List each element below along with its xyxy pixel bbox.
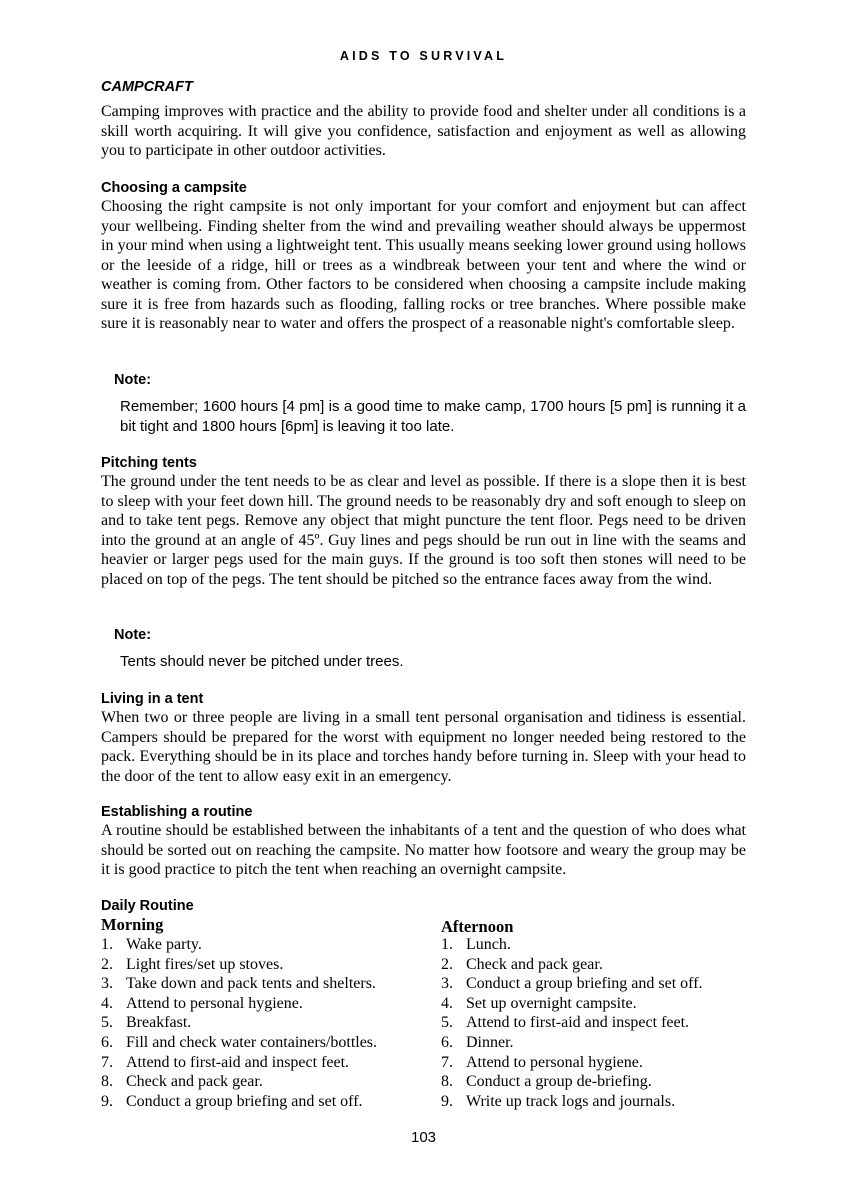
list-item [101,1092,377,1112]
morning-list [101,935,377,1111]
list-item-text: Take down and pack tents and shelters. [126,975,376,993]
list-item-number: 7. [101,1053,113,1071]
afternoon-list [441,935,703,1111]
morning-column [101,915,377,1111]
list-item-number: 5. [101,1014,113,1032]
page-number: 103 [410,1129,437,1146]
list-item [441,935,703,955]
afternoon-column [441,915,703,1111]
list-item-number: 5. [441,1014,453,1032]
list-item [441,1053,703,1073]
list-item-number: 2. [101,955,113,973]
list-item-text: Dinner. [466,1033,514,1051]
list-item [441,1033,703,1053]
section-heading: Pitching tents [101,455,197,471]
note-box [114,627,746,672]
list-item [441,1092,703,1112]
section-paragraph: The ground under the tent needs to be as clear and level as possible. If there is a slope then it is best to sleep with your feet down hill. The ground needs to be reasonably dry and soft enough to sleep on and to take tent pegs. Remove any object that might puncture the tent floor. Pegs need to be driven into the ground at an angle of 45º. Guy lines and pegs should be run out in line with the seams and heavier or larger pegs used for the main guys. If the ground is too soft then stones will need to be placed on top of the pegs. The tent should be pitched so the entrance faces away from the wind. [101,473,746,588]
note-box [114,372,746,437]
list-item-number: 7. [441,1053,453,1071]
list-item-number: 8. [101,1073,113,1091]
list-item-number: 4. [101,994,113,1012]
list-item-number: 1. [101,936,113,953]
note-label: Note: [114,372,152,388]
list-item [101,994,377,1014]
list-item-text: Conduct a group de-briefing. [466,1073,652,1091]
list-item [101,1072,377,1092]
list-item-text: Light fires/set up stoves. [126,955,284,973]
list-item-text: Write up track logs and journals. [466,1092,676,1110]
list-item [441,974,703,994]
list-item [101,935,377,955]
section-establishing-routine [101,803,746,880]
list-item-number: 3. [441,975,453,993]
list-item-number: 6. [101,1033,113,1051]
list-item [101,1053,377,1073]
list-item-text: Wake party. [126,936,202,953]
list-item [441,955,703,975]
list-item-text: Conduct a group briefing and set off. [126,1092,363,1110]
list-item-text: Set up overnight campsite. [466,994,637,1012]
list-item [101,974,377,994]
note-text: Remember; 1600 hours [4 pm] is a good time to make camp, 1700 hours [5 pm] is running it a bit tight and 1800 hours [6pm] is leaving it too late. [120,398,746,435]
list-item-text: Attend to first-aid and inspect feet. [126,1053,350,1071]
section-heading: Choosing a campsite [101,180,247,196]
list-item-text: Fill and check water containers/bottles. [126,1033,378,1051]
section-choosing-campsite [101,179,746,334]
section-heading: Living in a tent [101,691,204,707]
list-item-text: Attend to personal hygiene. [126,994,303,1012]
list-item [441,994,703,1014]
section-living-in-tent [101,690,746,786]
list-item-text: Conduct a group briefing and set off. [466,975,703,993]
list-item-number: 3. [101,975,113,993]
list-item [101,1013,377,1033]
list-item-number: 6. [441,1033,453,1051]
morning-title: Morning [101,915,164,934]
list-item-text: Lunch. [466,936,511,953]
list-item-text: Breakfast. [126,1014,192,1032]
list-item [101,955,377,975]
list-item [101,1033,377,1053]
section-paragraph: Choosing the right campsite is not only important for your comfort and enjoyment but can affect your wellbeing. Finding shelter from the wind and prevailing weather should always be uppermost in your mind when using a lightweight tent. This usually means seeking lower ground using hollows or the leeside of a ridge, hill or trees as a windbreak between your tent and where the wind or weather is coming from. Other factors to be considered when choosing a campsite include making sure it is free from hazards such as flooding, falling rocks or tree branches. Where possible make sure it is reasonably near to water and offers the prospect of a reasonable night's comfortable sleep. [101,198,746,332]
list-item-number: 9. [441,1092,453,1110]
section-paragraph: When two or three people are living in a small tent personal organisation and tidiness is essential. Campers should be prepared for the worst with equipment no longer needed being restored to the pack. Everything should be in its place and torches handy before turning in. Sleep with your head to the door of the tent to allow easy exit in an emergency. [101,709,746,785]
list-item-number: 4. [441,994,453,1012]
list-item-text: Attend to first-aid and inspect feet. [466,1014,690,1032]
section-heading: Establishing a routine [101,804,253,820]
note-text: Tents should never be pitched under trees. [120,653,404,670]
intro-block [101,102,746,161]
section-pitching-tents [101,454,746,589]
list-item [441,1013,703,1033]
list-item-text: Attend to personal hygiene. [466,1053,643,1071]
daily-routine-heading: Daily Routine [101,898,194,914]
afternoon-title: Afternoon [441,917,514,936]
chapter-title: CAMPCRAFT [101,79,193,95]
section-paragraph: A routine should be established between the inhabitants of a tent and the question of who does what should be sorted out on reaching the campsite. No matter how footsore and weary the group may be it is good practice to pitch the tent when reaching an overnight campsite. [101,822,746,878]
note-label: Note: [114,627,152,643]
intro-paragraph: Camping improves with practice and the ability to provide food and shelter under all conditions is a skill worth acquiring. It will give you confidence, satisfaction and enjoyment as well as allowing you to participate in other outdoor activities. [101,103,746,159]
daily-routine-heading-block [101,897,746,915]
list-item [441,1072,703,1092]
list-item-text: Check and pack gear. [126,1073,263,1091]
list-item-text: Check and pack gear. [466,955,603,973]
list-item-number: 8. [441,1073,453,1091]
list-item-number: 2. [441,955,453,973]
list-item-number: 9. [101,1092,113,1110]
running-head: AIDS TO SURVIVAL [339,49,508,63]
list-item-number: 1. [441,936,453,953]
